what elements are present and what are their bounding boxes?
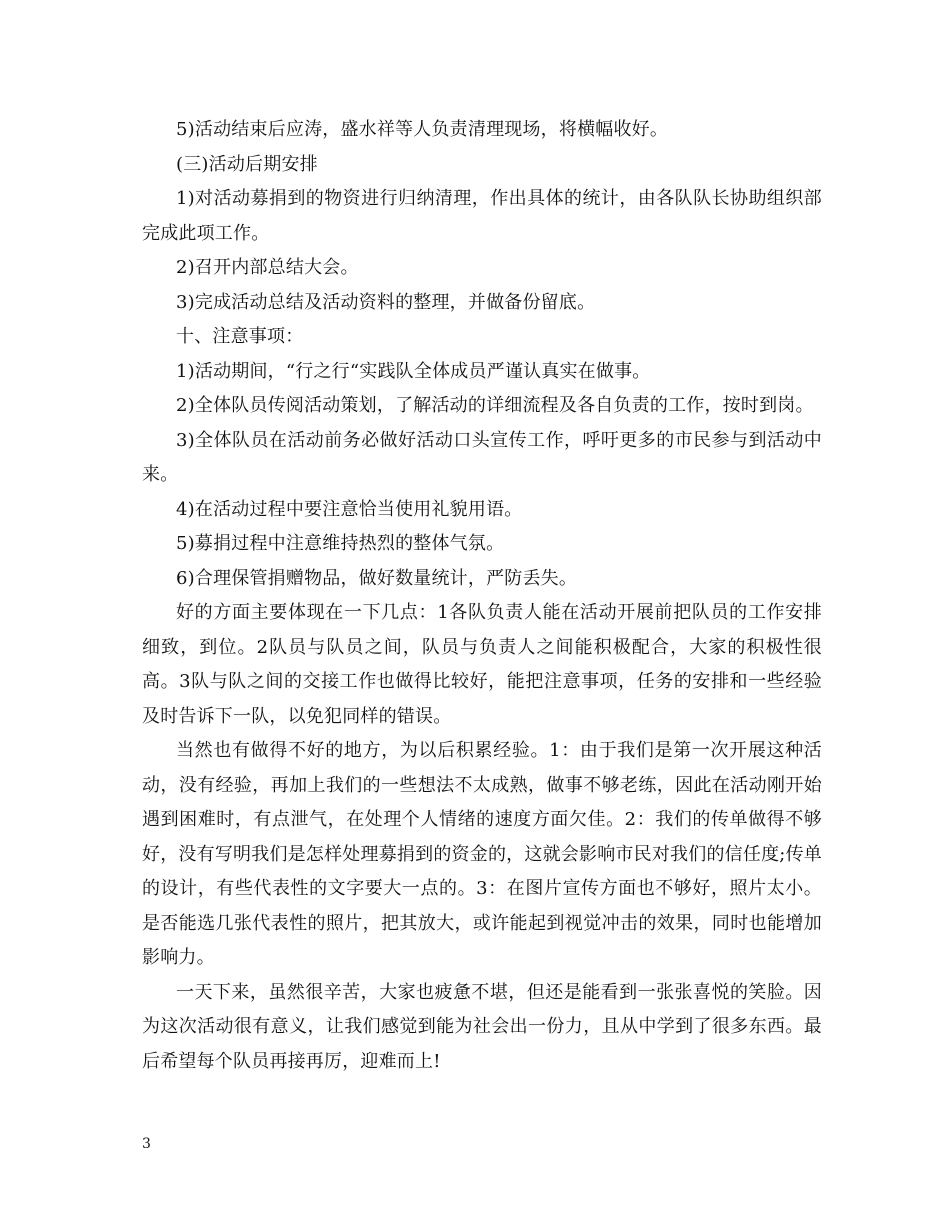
paragraph-note-4: 4)在活动过程中要注意恰当使用礼貌用语。 (176, 498, 523, 520)
paragraph-weaknesses: 当然也有做得不好的地方，为以后积累经验。1：由于我们是第一次开展这种活动，没有经验，再加上我们的一些想法不太成熟，做事不够老练，因此在活动刚开始遇到困难时，有点泄气，在处理个人情绪的速度方面欠佳。2：我们的传单做得不够好，没有写明我们是怎样处理募捐到的资金的，这就会影响市民对我们的信任度;传单的设计，有些代表性的文字要大一点的。3：在图片宣传方面也不够好，照片太小。是否能选几张代表性的照片，把其放大，或许能起到视觉冲击的效果，同时也能增加影响力。 (142, 740, 822, 968)
page-number: 3 (142, 1136, 151, 1152)
section-heading-notes: 十、注意事项： (176, 326, 304, 347)
paragraph-note-2: 2)全体队员传阅活动策划，了解活动的详细流程及各自负责的工作，按时到岗。 (176, 395, 814, 416)
paragraph-archive: 3)完成活动总结及活动资料的整理，并做备份留底。 (176, 291, 596, 313)
paragraph-note-6: 6)合理保管捐赠物品，做好数量统计，严防丢失。 (176, 567, 578, 589)
paragraph-summary-meeting: 2)召开内部总结大会。 (176, 257, 359, 278)
paragraph-materials-sorting: 1)对活动募捐到的物资进行归纳清理，作出具体的统计，由各队队长协助组织部完成此项工作。 (142, 188, 822, 244)
paragraph-strengths: 好的方面主要体现在一下几点：1各队负责人能在活动开展前把队员的工作安排细致，到位。2队员与队员之间，队员与负责人之间能积极配合，大家的积极性很高。3队与队之间的交接工作也做得比较好，能把注意事项，任务的安排和一些经验及时告诉下一队，以免犯同样的错误。 (142, 602, 822, 727)
document-body (142, 113, 822, 1079)
section-heading-post-activity: (三)活动后期安排 (176, 153, 318, 175)
paragraph-note-3: 3)全体队员在活动前务必做好活动口头宣传工作，呼吁更多的市民参与到活动中来。 (142, 429, 822, 485)
paragraph-note-1: 1)活动期间，“行之行“实践队全体成员严谨认真实在做事。 (176, 360, 651, 382)
paragraph-note-5: 5)募捐过程中注意维持热烈的整体气氛。 (176, 533, 505, 554)
paragraph-cleanup: 5)活动结束后应涛，盛水祥等人负责清理现场，将横幅收好。 (176, 119, 669, 140)
paragraph-conclusion: 一天下来，虽然很辛苦，大家也疲惫不堪，但还是能看到一张张喜悦的笑脸。因为这次活动很有意义，让我们感觉到能为社会出一份力，且从中学到了很多东西。最后希望每个队员再接再厉，迎难而上! (142, 981, 822, 1072)
